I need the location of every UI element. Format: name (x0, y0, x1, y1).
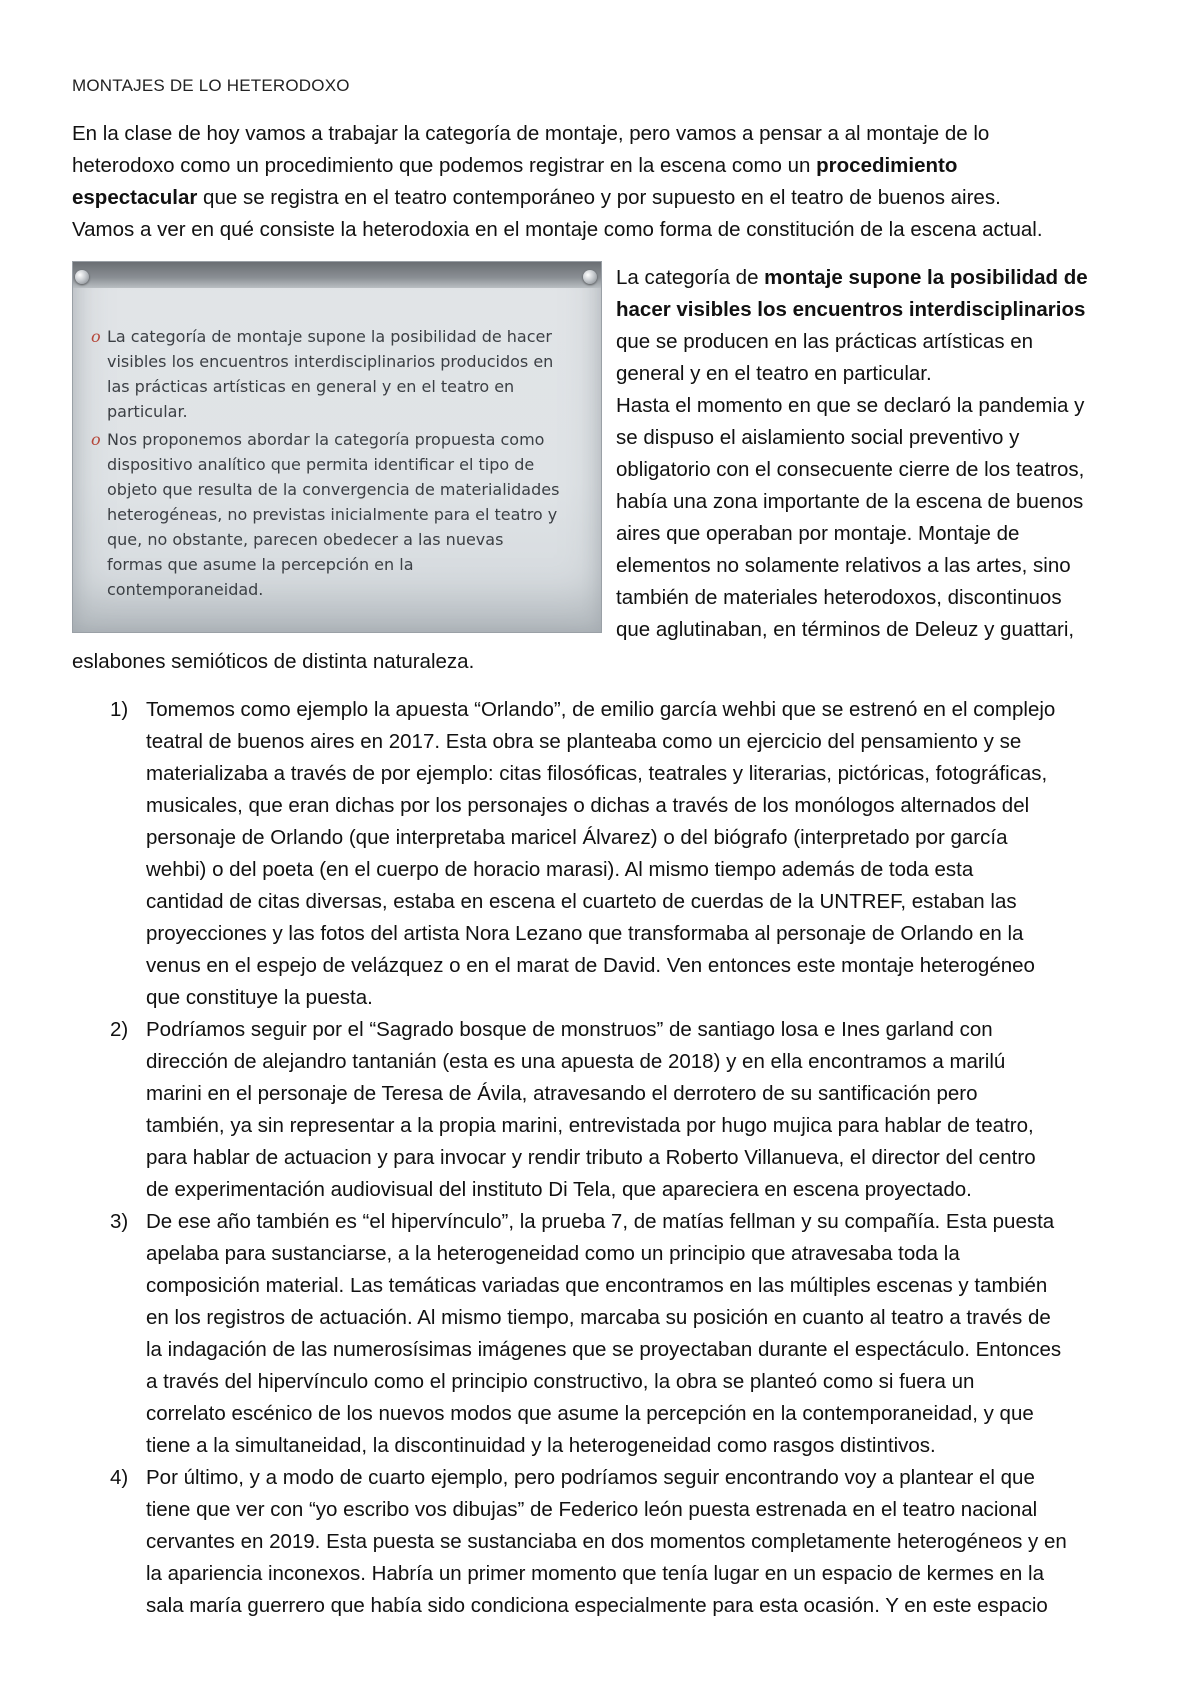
item-line: para hablar de actuacion y para invocar y rendir tributo a Roberto Villanueva, el director del centro (146, 1146, 1036, 1169)
bold-run: montaje supone la posibilidad de (764, 266, 1088, 289)
item-line: Por último, y a modo de cuarto ejemplo, pero podríamos seguir encontrando voy a plantear el que (146, 1466, 1035, 1489)
slide-header-bar (73, 262, 601, 288)
list-item (72, 1014, 1172, 1206)
bullet-icon: o (91, 327, 101, 346)
item-line: musicales, que eran dichas por los personajes o dichas a través de los monólogos alternados del (146, 794, 1030, 817)
list-item (72, 1206, 1172, 1462)
slide-bullet-list (91, 324, 591, 605)
text-run: que se registra en el teatro contemporáneo y por supuesto en el teatro de buenos aires. (197, 186, 1001, 209)
item-line: que constituye la puesta. (146, 986, 373, 1009)
item-line: Podríamos seguir por el “Sagrado bosque de monstruos” de santiago losa e Ines garland con (146, 1018, 993, 1041)
side-line: había una zona importante de la escena de buenos (616, 490, 1084, 513)
slide-line: La categoría de montaje supone la posibilidad de hacer (107, 327, 552, 346)
side-line: Hasta el momento en que se declaró la pandemia y (616, 394, 1085, 417)
item-line: cervantes en 2019. Esta puesta se sustanciaba en dos momentos completamente heterogéneos y en (146, 1530, 1067, 1553)
side-line: elementos no solamente relativos a las artes, sino (616, 554, 1071, 577)
item-line: marini en el personaje de Teresa de Ávila, atravesando el derrotero de su santificación pero (146, 1082, 978, 1105)
slide-line: visibles los encuentros interdisciplinarios producidos en (107, 352, 554, 371)
item-line: también, ya sin representar a la propia marini, entrevistada por hugo mujica para hablar de teatro, (146, 1114, 1034, 1137)
slide-bullet (91, 324, 591, 424)
slide-line: particular. (107, 402, 188, 421)
side-paragraph (616, 262, 1156, 646)
intro-paragraph (72, 118, 1152, 246)
side-line (616, 262, 1156, 294)
side-line: general y en el teatro en particular. (616, 362, 932, 385)
slide-line: las prácticas artísticas en general y en el teatro en (107, 377, 515, 396)
item-line: tiene a la simultaneidad, la discontinuidad y la heterogeneidad como rasgos distintivos. (146, 1434, 936, 1457)
bullet-icon: o (91, 430, 101, 449)
side-line (616, 294, 1156, 326)
list-number: 1) (110, 698, 129, 721)
text-run: En la clase de hoy vamos a trabajar la categoría de montaje, pero vamos a pensar a al montaje de lo (72, 122, 990, 145)
slide-line: objeto que resulta de la convergencia de materialidades (107, 480, 560, 499)
item-line: venus en el espejo de velázquez o en el marat de David. Ven entonces este montaje heterogéneo (146, 954, 1035, 977)
side-line: se dispuso el aislamiento social preventivo y (616, 426, 1020, 449)
slide-bullet-text (107, 427, 559, 602)
list-item (72, 1462, 1172, 1622)
slide-image (72, 261, 602, 633)
item-line: proyecciones y las fotos del artista Nora Lezano que transformaba al personaje de Orlando en la (146, 922, 1024, 945)
intro-line (72, 118, 1152, 150)
item-line: personaje de Orlando (que interpretaba maricel Álvarez) o del biógrafo (interpretado por garcía (146, 826, 1008, 849)
bold-run: espectacular (72, 186, 198, 209)
item-line: en los registros de actuación. Al mismo tiempo, marcaba su posición en cuanto al teatro a través de (146, 1306, 1051, 1329)
item-line: apelaba para sustanciarse, a la heterogeneidad como un principio que atravesaba toda la (146, 1242, 960, 1265)
side-line: que aglutinaban, en términos de Deleuz y guattari, (616, 618, 1075, 641)
side-line: aires que operaban por montaje. Montaje de (616, 522, 1020, 545)
item-line: teatral de buenos aires en 2017. Esta obra se planteaba como un ejercicio del pensamiento y se (146, 730, 1022, 753)
slide-line: formas que asume la percepción en la (107, 555, 414, 574)
bold-run: procedimiento (816, 154, 958, 177)
intro-line (72, 182, 1152, 214)
pushpin-icon (75, 270, 89, 284)
slide-line: dispositivo analítico que permita identificar el tipo de (107, 455, 535, 474)
slide-bullet-text (107, 324, 553, 424)
bold-run: hacer visibles los encuentros interdisciplinarios (616, 298, 1086, 321)
intro-line (72, 214, 1152, 246)
list-item (72, 694, 1172, 1014)
item-line: tiene que ver con “yo escribo vos dibujas” de Federico león puesta estrenada en el teatro nacional (146, 1498, 1038, 1521)
side-line: que se producen en las prácticas artísticas en (616, 330, 1034, 353)
item-line: wehbi) o del poeta (en el cuerpo de horacio marasi). Al mismo tiempo además de toda esta (146, 858, 974, 881)
item-line: materializaba a través de por ejemplo: citas filosóficas, teatrales y literarias, pictóricas, fotográficas, (146, 762, 1048, 785)
item-line: de experimentación audiovisual del instituto Di Tela, que apareciera en escena proyectado. (146, 1178, 972, 1201)
item-line: cantidad de citas diversas, estaba en escena el cuarteto de cuerdas de la UNTREF, estaban las (146, 890, 1017, 913)
side-line: también de materiales heterodoxos, discontinuos (616, 586, 1062, 609)
slide-line: contemporaneidad. (107, 580, 264, 599)
pushpin-icon (583, 270, 597, 284)
text-run: heterodoxo como un procedimiento que podemos registrar en la escena como un (72, 154, 817, 177)
examples-list (72, 694, 1172, 1622)
item-line: Tomemos como ejemplo la apuesta “Orlando”, de emilio garcía wehbi que se estrenó en el complejo (146, 698, 1056, 721)
item-line: De ese año también es “el hipervínculo”, la prueba 7, de matías fellman y su compañía. Esta puesta (146, 1210, 1055, 1233)
item-line: dirección de alejandro tantanián (esta es una apuesta de 2018) y en ella encontramos a marilú (146, 1050, 1006, 1073)
item-line: correlato escénico de los nuevos modos que asume la percepción en la contemporaneidad, y que (146, 1402, 1034, 1425)
slide-line: que, no obstante, parecen obedecer a las nuevas (107, 530, 504, 549)
slide-bullet (91, 427, 591, 602)
intro-line (72, 150, 1152, 182)
text-run: La categoría de (616, 266, 765, 289)
item-line: la apariencia inconexos. Habría un primer momento que tenía lugar en un espacio de kermes en la (146, 1562, 1044, 1585)
slide-line: Nos proponemos abordar la categoría propuesta como (107, 430, 545, 449)
side-paragraph-tail: eslabones semióticos de distinta naturaleza. (72, 650, 475, 673)
item-line: la indagación de las numerosísimas imágenes que se proyectaban durante el espectáculo. Entonces (146, 1338, 1062, 1361)
text-run: Vamos a ver en qué consiste la heterodoxia en el montaje como forma de constitución de la escena actual. (72, 218, 1043, 241)
item-line: sala maría guerrero que había sido condiciona especialmente para esta ocasión. Y en este espacio (146, 1594, 1048, 1617)
list-number: 2) (110, 1018, 129, 1041)
item-line: composición material. Las temáticas variadas que encontramos en las múltiples escenas y también (146, 1274, 1048, 1297)
slide-line: heterogéneas, no previstas inicialmente para el teatro y (107, 505, 558, 524)
side-line: obligatorio con el consecuente cierre de los teatros, (616, 458, 1085, 481)
list-number: 4) (110, 1466, 129, 1489)
list-number: 3) (110, 1210, 129, 1233)
item-line: a través del hipervínculo como el principio constructivo, la obra se planteó como si fuera un (146, 1370, 975, 1393)
document-title: MONTAJES DE LO HETERODOXO (72, 76, 350, 95)
